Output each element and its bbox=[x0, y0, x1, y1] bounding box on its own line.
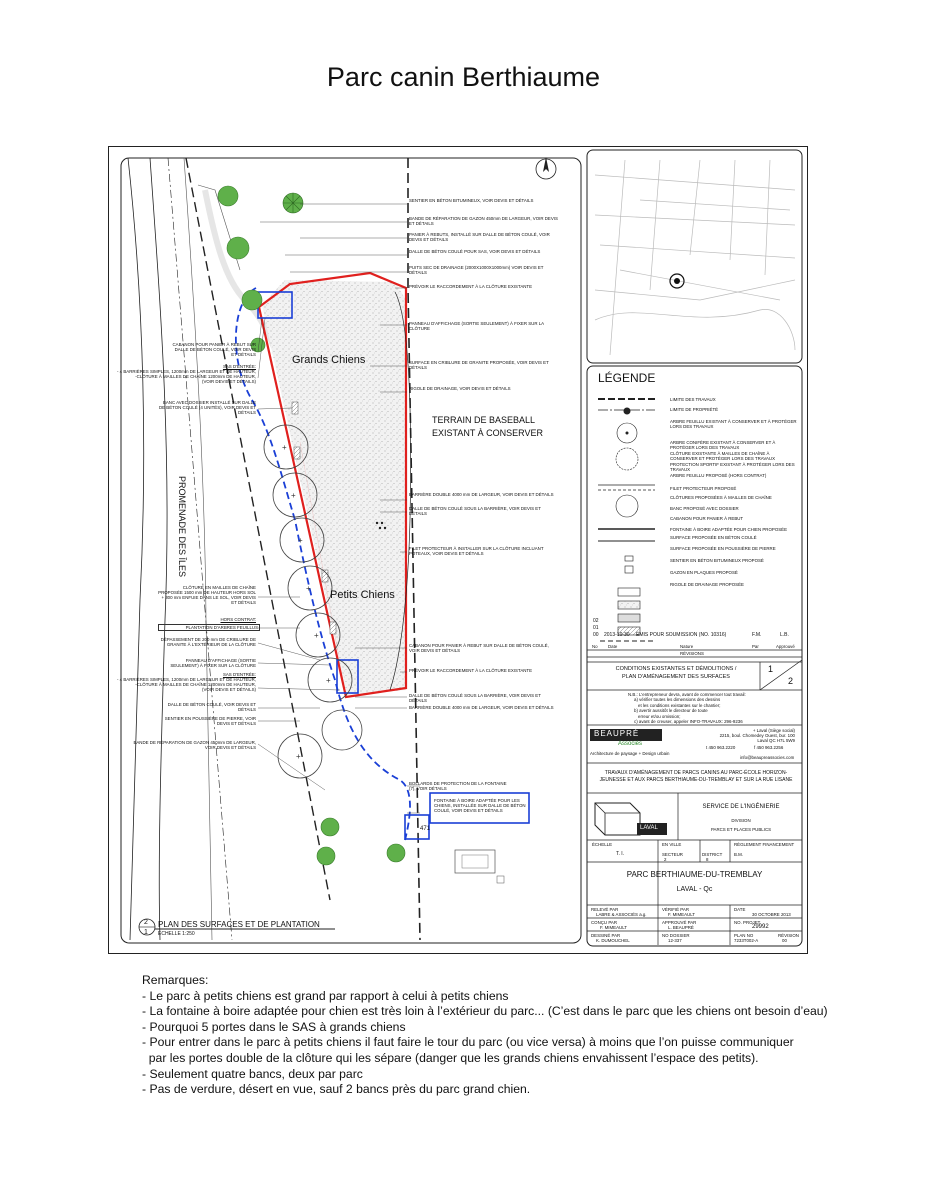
area-label-grands-chiens: Grands Chiens bbox=[292, 354, 366, 366]
key-map bbox=[595, 160, 795, 355]
remarks bbox=[142, 973, 902, 1098]
callout: (VOIR DEVIS ET DÉTAILS) bbox=[202, 379, 256, 384]
elevation-label: 471 bbox=[420, 826, 431, 832]
dessine-value: K. DUMOUCHEL bbox=[596, 938, 630, 943]
revision-no: 01 bbox=[593, 625, 599, 631]
rev-col-approuve: Approuvé bbox=[776, 644, 795, 649]
callout: SENTIER EN BÉTON BITUMINEUX, VOIR DEVIS ET DÉTAILS bbox=[409, 198, 534, 203]
callout: - 4 BARRIÈRES SIMPLES, 1200mm DE LARGEUR ET DE HAUTEUR, bbox=[117, 677, 256, 682]
callout: FILET PROTECTEUR À INSTALLER SUR LA CLÔTURE INCLUANT POTEAUX, VOIR DEVIS ET DÉTAILS bbox=[409, 546, 544, 556]
sheet-no: 1 bbox=[768, 664, 774, 674]
legend-item: ARBRE FEUILLU EXISTANT À CONSERVER ET À PROTÉGER LORS DES TRAVAUX bbox=[670, 419, 797, 429]
plan-no-value: 7233T002-A bbox=[734, 938, 759, 943]
callout: SAS D'ENTRÉE: bbox=[222, 364, 256, 369]
callout: -CLÔTURE À MAILLES DE CHAÎNE 1200mm DE HAUTEUR, bbox=[135, 682, 256, 687]
sheet-title-1: CONDITIONS EXISTANTES ET DÉMOLITIONS / bbox=[615, 666, 737, 672]
firm-address-line: 2215, boul. Chomedey Ouest, bur. 100 bbox=[719, 733, 795, 739]
firm-tagline: Architecture de paysage + Design urbain bbox=[590, 751, 670, 756]
reglement-label: RÈGLEMENT FINANCEMENT bbox=[734, 842, 795, 847]
callout: DALLE DE BÉTON COULÉ SOUS LA BARRIÈRE, VOIR DEVIS ET DÉTAILS bbox=[409, 506, 541, 516]
park-name: PARC BERTHIAUME-DU-TREMBLAY bbox=[626, 870, 763, 879]
svg-text:+: + bbox=[298, 536, 303, 545]
releve-value: LABRE & ASSOCIÉS a.g. bbox=[596, 912, 647, 917]
revision-numbers bbox=[593, 618, 599, 639]
dessine-label: DESSINÉ PAR bbox=[591, 933, 621, 938]
secteur-value: 2 bbox=[664, 857, 667, 862]
callout: PANNEAU D'AFFICHAGE (SORTIE SEULEMENT) À FIXER SUR LA CLÔTURE bbox=[170, 658, 256, 668]
firm-email: info@beaupreassocies.com bbox=[740, 755, 795, 760]
callout: HORS CONTRAT: bbox=[220, 617, 256, 622]
area-label-baseball-2: EXISTANT À CONSERVER bbox=[432, 428, 544, 438]
revision-label: RÉVISION bbox=[778, 933, 799, 938]
callout: SURFACE EN CRIBLURE DE GRANITE PROPOSÉE, VOIR DEVIS ET DÉTAILS bbox=[409, 360, 549, 370]
echelle-value: T. I. bbox=[616, 851, 625, 857]
svg-text:+: + bbox=[326, 676, 331, 685]
revisions-footer: RÉVISIONS bbox=[680, 651, 704, 656]
park-location: LAVAL - Qc bbox=[676, 886, 713, 893]
drawing-sheet: 1 bbox=[144, 929, 148, 936]
svg-text:+: + bbox=[314, 631, 319, 640]
division-name: PARCS ET PLACES PUBLICS bbox=[710, 827, 772, 832]
releve-label: RELEVÉ PAR bbox=[591, 907, 619, 912]
remark-line: - La fontaine à boire adaptée pour chien est très loin à l’extérieur du parc... (C’est dans le parc que les chiens ont besoin d’eau) bbox=[142, 1004, 828, 1019]
callout: BANC AVEC DOSSIER INSTALLÉ SUR DALLE DE BÉTON COULÉ (4 UNITÉS), VOIR DEVIS ET DÉTAILS bbox=[158, 400, 256, 415]
callout: RIGOLE DE DRAINAGE, VOIR DEVIS ET DÉTAILS bbox=[409, 386, 511, 391]
page-title: Parc canin Berthiaume bbox=[326, 62, 601, 92]
rev-col-nature: Nature bbox=[680, 644, 694, 649]
drawing-number: 2 bbox=[144, 919, 148, 926]
legend-item: RIGOLE DE DRAINAGE PROPOSÉE bbox=[670, 582, 744, 587]
callout: - 4 BARRIÈRES SIMPLES, 1200mm DE LARGEUR ET DE HAUTEUR, bbox=[117, 369, 256, 374]
legend-item: SURFACE PROPOSÉE EN BÉTON COULÉ bbox=[670, 535, 757, 540]
firm-fax: f 450 963.2256 bbox=[754, 745, 784, 750]
callout: SENTIER EN POUSSIÈRE DE PIERRE, VOIR DEVIS ET DÉTAILS bbox=[164, 716, 256, 726]
legend-title: LÉGENDE bbox=[598, 371, 656, 385]
no-projet-value: 29992 bbox=[752, 924, 769, 930]
callout: PANNEAU D'AFFICHAGE (SORTIE SEULEMENT) À FIXER SUR LA CLÔTURE bbox=[409, 321, 544, 331]
revision-by: F.M. bbox=[752, 632, 762, 638]
callout: (VOIR DEVIS ET DÉTAILS) bbox=[202, 687, 256, 692]
remark-line: - Pour entrer dans le parc à petits chiens il faut faire le tour du parc (ou vice versa) à moins que l’on puisse communiquer bbox=[142, 1035, 794, 1050]
callout: -CLÔTURE À MAILLES DE CHAÎNE 1200mm DE HAUTEUR, bbox=[135, 374, 256, 379]
legend-item: ARBRE CONIFÈRE EXISTANT À CONSERVER ET À PROTÉGER LORS DES TRAVAUX bbox=[670, 440, 776, 450]
remark-line: - Pas de verdure, désert en vue, sauf 2 bancs près du parc grand chien. bbox=[142, 1082, 531, 1097]
nb-line: a) vérifier toutes les dimensions des dessins bbox=[634, 697, 721, 703]
callout: DALLE DE BÉTON COULÉ, VOIR DEVIS ET DÉTAILS bbox=[167, 702, 256, 712]
nb-notes bbox=[628, 692, 746, 724]
no-dossier-value: 12-337 bbox=[668, 938, 682, 943]
drawing-title: PLAN DES SURFACES ET DE PLANTATION bbox=[158, 920, 320, 929]
revision-no: 00 bbox=[593, 632, 599, 638]
callout: PLANTATION D'ARBRES FEUILLUS bbox=[158, 624, 260, 631]
revision-approved: L.B. bbox=[780, 632, 789, 638]
callout: DÉPASSEMENT DE 200 mm DE CRIBLURE DE GRANITE À L'EXTÉRIEUR DE LA CLÔTURE bbox=[160, 637, 256, 647]
nb-line: N.B.: L'entrepreneur devra, avant de commencer tout travail: bbox=[628, 692, 746, 697]
callout: CLÔTURE EN MAILLES DE CHAÎNE PROPOSÉE 1500 mm DE HAUTEUR HORS SOL + 300 mm ENFUIE DANS LE SOL, VOIR DEVIS ET DÉTAILS bbox=[158, 585, 256, 605]
callout: FONTAINE À BOIRE ADAPTÉE POUR LES CHIENS, INSTALLÉE SUR DALLE DE BÉTON COULÉ, VOIR DEVIS ET DÉTAILS bbox=[434, 798, 526, 813]
callout: PANIER À REBUTS, INSTALLÉ SUR DALLE DE BÉTON COULÉ, VOIR DEVIS ET DÉTAILS bbox=[409, 232, 550, 242]
district-label: DISTRICT bbox=[702, 852, 723, 857]
remark-line: - Seulement quatre bancs, deux par parc bbox=[142, 1066, 363, 1081]
revision-date: 2013-10-30 bbox=[604, 632, 630, 638]
area-label-baseball: TERRAIN DE BASEBALL bbox=[432, 415, 536, 425]
callout: BARRIÈRE DOUBLE 4000 mm DE LARGEUR, VOIR DEVIS ET DÉTAILS bbox=[409, 492, 554, 497]
area-label-petits-chiens: Petits Chiens bbox=[330, 589, 395, 601]
date-value: 30 OCTOBRE 2013 bbox=[752, 912, 791, 917]
firm-address-line: Laval QC H7L 5W9 bbox=[757, 738, 795, 744]
legend-item: SENTIER EN BÉTON BITUMINEUX PROPOSÉ bbox=[670, 558, 764, 563]
legend-item: ARBRE FEUILLU PROPOSÉ (HORS CONTRAT) bbox=[670, 473, 767, 478]
callout: SAS D'ENTRÉE: bbox=[222, 672, 256, 677]
rev-col-date: Date bbox=[608, 644, 618, 649]
bench bbox=[294, 447, 300, 459]
svg-text:+: + bbox=[291, 491, 296, 500]
legend-item: SURFACE PROPOSÉE EN POUSSIÈRE DE PIERRE bbox=[670, 546, 776, 551]
callout: BANDE DE RÉPARATION DE GAZON 450mm DE LARGEUR, VOIR DEVIS ET DÉTAILS bbox=[409, 216, 558, 226]
service-name: SERVICE DE L'INGÉNIERIE bbox=[702, 804, 780, 810]
nb-line: c) avant de creuser, appeler INFO-TRAVAUX: 296-9236 bbox=[634, 719, 743, 725]
sheet-title-2: PLAN D'AMÉNAGEMENT DES SURFACES bbox=[622, 674, 730, 680]
legend-symbols bbox=[598, 399, 655, 641]
approuve-label: APPROUVÉ PAR bbox=[662, 920, 697, 925]
en-ville-label: EN VILLE bbox=[662, 842, 682, 847]
echelle-label: ÉCHELLE bbox=[592, 842, 613, 847]
project-description: TRAVAUX D'AMÉNAGEMENT DE PARCS CANINS AU PARC-ÉCOLE HORIZON-JEUNESSE ET AUX PARCS BERTHIAUME-DU-TREMBLAY ET SUR LA RUE LISANE bbox=[599, 770, 793, 783]
street-label: PROMENADE DES ÎLES bbox=[177, 476, 187, 578]
firm-address-line: + Laval (Siège social) bbox=[752, 728, 795, 733]
firm-phone: t 450 963.2220 bbox=[706, 745, 736, 750]
remark-line: par les portes double de la clôture qui les sépare (danger que les grands chiens envahissent l’espace des petits). bbox=[142, 1050, 759, 1065]
no-projet-label: NO. PROJET bbox=[734, 920, 761, 925]
callout: PRÉVOIR LE RACCORDEMENT À LA CLÔTURE EXISTANTE bbox=[409, 284, 533, 289]
svg-text:+: + bbox=[296, 752, 301, 761]
firm-name-2: Associés bbox=[618, 741, 643, 747]
north-arrow-icon bbox=[536, 157, 556, 179]
legend-item: CLÔTURES PROPOSÉES À MAILLES DE CHAÎNE bbox=[670, 495, 772, 500]
legend-item: GAZON EN PLAQUES PROPOSÉ bbox=[670, 570, 738, 575]
approuve-value: L. BEAUPRÉ bbox=[668, 925, 694, 930]
verifie-label: VÉRIFIÉ PAR bbox=[662, 907, 689, 912]
nb-line: b) avertir aussitôt le directeur de toute bbox=[634, 708, 708, 714]
svg-text:+: + bbox=[306, 584, 311, 593]
callout: PUITS SEC DE DRAINAGE (2000X1000X1000mm) VOIR DEVIS ET DÉTAILS bbox=[409, 265, 544, 275]
rev-col-no: No bbox=[592, 644, 598, 649]
drawing-scale: ÉCHELLE 1:250 bbox=[158, 931, 195, 937]
remark-line: - Le parc à petits chiens est grand par rapport à celui à petits chiens bbox=[142, 988, 509, 1003]
callout: DALLE DE BÉTON COULÉ SOUS LA BARRIÈRE, VOIR DEVIS ET DÉTAILS bbox=[409, 693, 541, 703]
verifie-value: F. MIMEAULT bbox=[668, 912, 695, 917]
plan-no-label: PLAN NO bbox=[734, 933, 754, 938]
city-logo-text: LAVAL bbox=[640, 825, 658, 831]
nb-line: et les conditions existantes sur le chantier; bbox=[638, 702, 721, 708]
callout: PRÉVOIR LE RACCORDEMENT À LA CLÔTURE EXISTANTE bbox=[409, 668, 533, 673]
legend-item: LIMITE DES TRAVAUX bbox=[670, 397, 716, 402]
no-dossier-label: NO DOSSIER bbox=[662, 933, 690, 938]
legend-item: PROTECTION SPORTIF EXISTANT À PROTÉGER LORS DES TRAVAUX bbox=[670, 462, 795, 472]
revision-no: 02 bbox=[593, 618, 599, 624]
remark-line: - Pourquoi 5 portes dans le SAS à grands chiens bbox=[142, 1019, 406, 1034]
remarks-heading: Remarques: bbox=[142, 973, 209, 987]
callout: BOLLARDS DE PROTECTION DE LA FONTAINE (7), VOIR DÉTAILS bbox=[409, 781, 507, 791]
revision-value: 00 bbox=[782, 938, 787, 943]
sheet-total: 2 bbox=[788, 676, 794, 686]
legend-item: LIMITE DE PROPRIÉTÉ bbox=[670, 407, 719, 412]
callout: DALLE DE BÉTON COULÉ POUR SAS, VOIR DEVIS ET DÉTAILS bbox=[409, 249, 541, 254]
nb-line: erreur et/ou omission; bbox=[638, 713, 681, 719]
division-label: DIVISION bbox=[731, 818, 751, 823]
firm-name: BEAUPRÉ bbox=[594, 729, 640, 738]
callout: BANDE DE RÉPARATION DE GAZON 450mm DE LARGEUR, VOIR DEVIS ET DÉTAILS bbox=[133, 740, 256, 750]
concu-value: F. MIMEAULT bbox=[600, 925, 627, 930]
rev-col-par: Par bbox=[752, 644, 759, 649]
legend-item: BANC PROPOSÉ AVEC DOSSIER bbox=[670, 506, 739, 511]
shoreline bbox=[128, 158, 144, 940]
secteur-label: SECTEUR bbox=[662, 852, 683, 857]
callout: CABANON POUR PANIER À REBUT SUR DALLE DE BÉTON COULÉ, VOIR DEVIS ET DÉTAILS bbox=[172, 342, 256, 357]
bench bbox=[330, 622, 336, 634]
revision-description: ÉMIS POUR SOUMISSION (NO. 10316) bbox=[636, 632, 727, 638]
district-value: 8 bbox=[706, 857, 709, 862]
bm-label: B.M. bbox=[734, 852, 744, 857]
svg-text:+: + bbox=[282, 443, 287, 452]
legend-item: FILET PROTECTEUR PROPOSÉ bbox=[670, 486, 737, 491]
legend-item: CLÔTURE EXISTANTE À MAILLES DE CHAÎNE À CONSERVER ET PROTÉGER LORS DES TRAVAUX bbox=[670, 451, 775, 461]
date-label: DATE bbox=[734, 907, 746, 912]
bench bbox=[292, 402, 298, 414]
callout: BARRIÈRE DOUBLE 4000 mm DE LARGEUR, VOIR DEVIS ET DÉTAILS bbox=[409, 705, 554, 710]
legend-item: FONTAINE À BOIRE ADAPTÉE POUR CHIEN PROPOSÉE bbox=[670, 527, 788, 532]
conifer-tree-icon bbox=[283, 193, 303, 213]
legend-item: CABANON POUR PANIER À REBUT bbox=[670, 516, 744, 521]
firm-address bbox=[715, 728, 795, 744]
concu-label: CONÇU PAR bbox=[591, 920, 618, 925]
callout: CABANON POUR PANIER À REBUT SUR DALLE DE BÉTON COULÉ, VOIR DEVIS ET DÉTAILS bbox=[409, 643, 549, 653]
